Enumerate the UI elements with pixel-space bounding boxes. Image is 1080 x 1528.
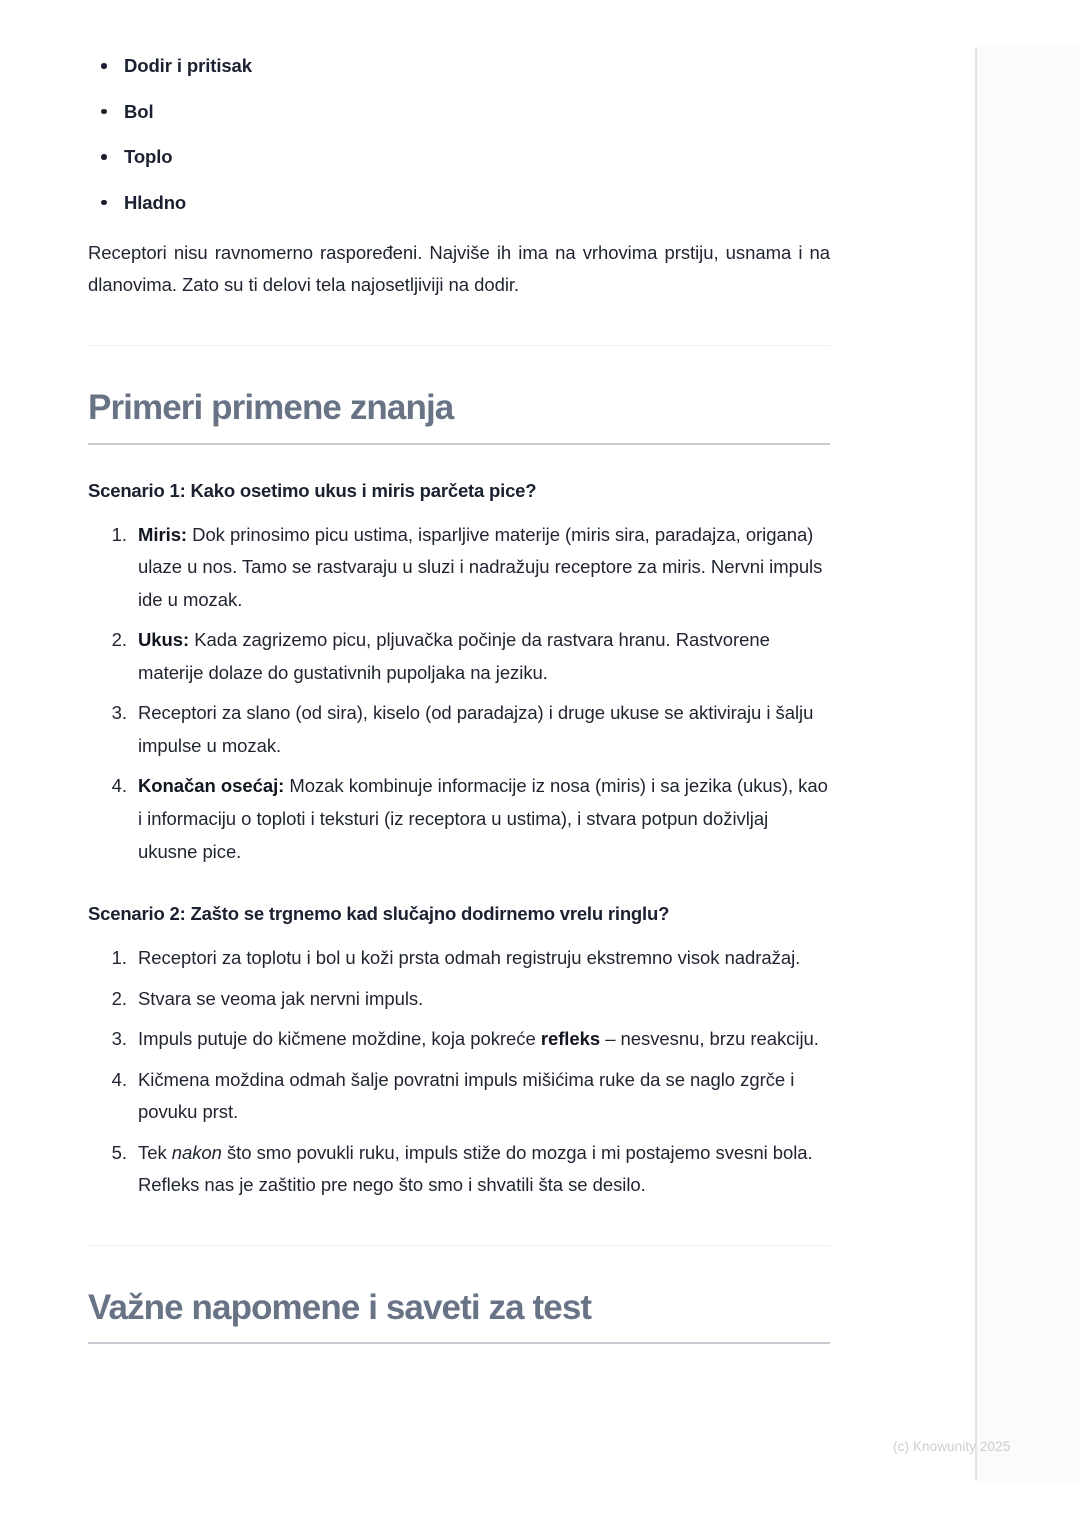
notes-heading-underline (88, 1342, 830, 1344)
list-item (132, 697, 830, 762)
list-item (132, 1064, 830, 1129)
scenario-1-heading: Scenario 1: Kako osetimo ukus i miris parčeta pice? (88, 479, 537, 501)
document-content (88, 0, 830, 1344)
page-title-examples: Primeri primene znanja (88, 388, 454, 428)
step-lead: Konačan osećaj: (138, 775, 285, 797)
list-item (132, 1023, 830, 1056)
step-emphasis: refleks (540, 1028, 601, 1050)
list-item-label: Bol (124, 100, 154, 122)
section-divider-bottom (88, 1245, 830, 1246)
page-right-panel (975, 48, 1080, 1480)
list-item (132, 519, 830, 617)
list-item (132, 624, 830, 689)
step-text-tail: – nesvesnu, brzu reakciju. (600, 1028, 819, 1050)
step-text: Kičmena moždina odmah šalje povratni impuls mišićima ruke da se naglo zgrče i povuku prst. (138, 1068, 795, 1123)
step-text: Receptori za slano (od sira), kiselo (od paradajza) i druge ukuse se aktiviraju i šalju impulse u mozak. (138, 702, 814, 756)
intro-paragraph: Receptori nisu ravnomerno raspoređeni. Najviše ih ima na vrhovima prstiju, usnama i na dlanovima. Zato su ti delovi tela najosetljiviji na dodir. (88, 241, 830, 296)
scenario-2-heading: Scenario 2: Zašto se trgnemo kad slučajno dodirnemo vrelu ringlu? (88, 903, 670, 925)
receptor-type-list (88, 0, 830, 214)
step-text: Impuls putuje do kičmene moždine, koja pokreće (138, 1028, 541, 1050)
list-item (132, 942, 830, 975)
list-item-label: Hladno (124, 191, 187, 213)
list-item-label: Dodir i pritisak (124, 55, 252, 76)
page-title-notes: Važne napomene i saveti za test (88, 1287, 592, 1327)
step-text: Tek (138, 1141, 172, 1163)
section-divider-top (88, 345, 830, 346)
list-item-label: Toplo (124, 146, 173, 168)
step-text: Mozak kombinuje informacije iz nosa (miris) i sa jezika (ukus), kao i informaciju o toploti i teksturi (iz receptora u ustima), i stvara potpun doživljaj ukusne pice. (138, 775, 828, 862)
scenario-2-steps (88, 942, 830, 1202)
list-item (88, 100, 830, 123)
copyright-watermark: (c) Knowunity 2025 (893, 1439, 1011, 1454)
step-text-tail: što smo povukli ruku, impuls stiže do mozga i mi postajemo svesni bola. Refleks nas je zaštitio pre nego što smo i shvatili šta se desilo. (138, 1141, 813, 1196)
step-text: Kada zagrizemo picu, pljuvačka počinje da rastvara hranu. Rastvorene materije dolaze do gustativnih pupoljaka na jeziku. (138, 629, 770, 683)
list-item (132, 770, 830, 868)
step-lead: Ukus: (138, 629, 190, 651)
step-text: Dok prinosimo picu ustima, isparljive materije (miris sira, paradajza, origana) ulaze u nos. Tamo se rastvaraju u sluzi i nadražuju receptore za miris. Nervni impuls ide u mozak. (138, 523, 823, 610)
list-item (88, 145, 830, 168)
step-text: Receptori za toplotu i bol u koži prsta odmah registruju ekstremno visok nadražaj. (138, 947, 801, 969)
list-item (132, 1137, 830, 1202)
list-item (88, 54, 830, 77)
scenario-1-steps (88, 519, 830, 868)
step-text: Stvara se veoma jak nervni impuls. (138, 987, 424, 1009)
list-item (88, 191, 830, 214)
step-italic: nakon (171, 1141, 222, 1163)
section-heading-underline (88, 443, 830, 445)
step-lead: Miris: (138, 523, 188, 545)
list-item (132, 983, 830, 1016)
